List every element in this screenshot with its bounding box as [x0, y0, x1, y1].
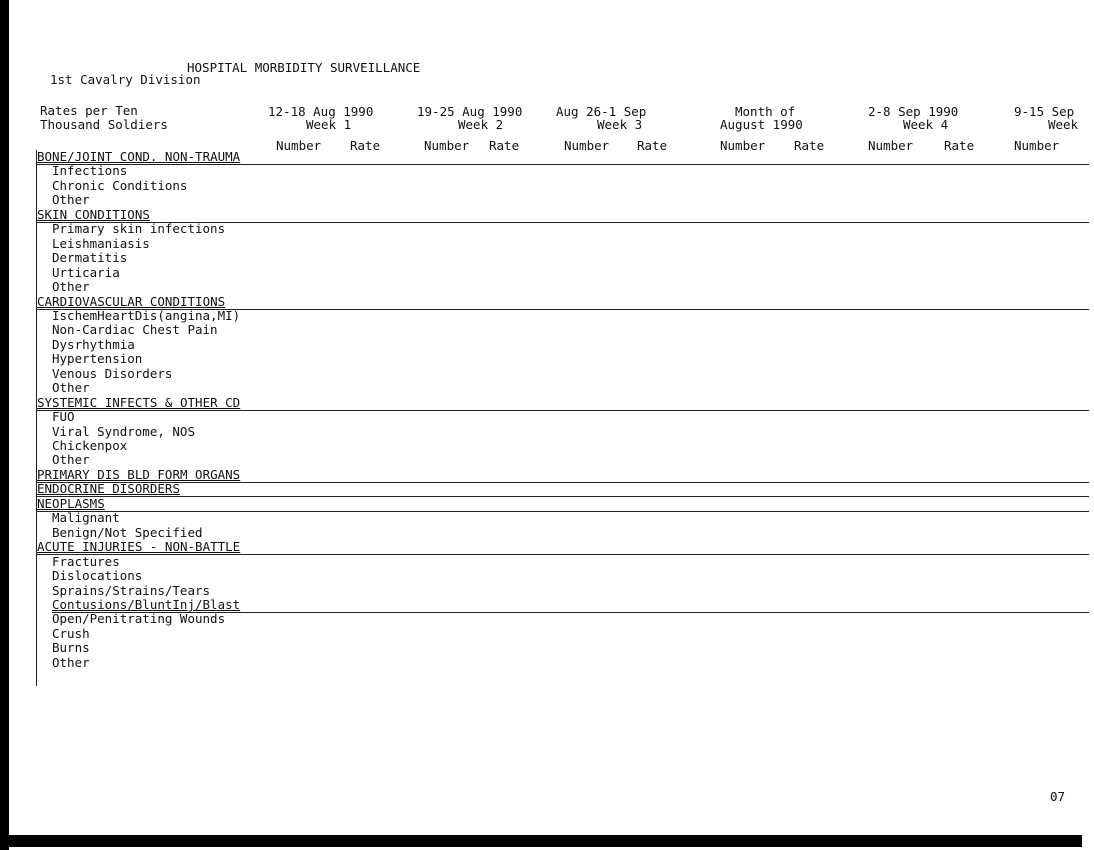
row-label: IschemHeartDis(angina,MI) [52, 308, 241, 323]
row-label: Other [52, 279, 90, 294]
column-week: Week 3 [597, 117, 643, 132]
report-title: HOSPITAL MORBIDITY SURVEILLANCE [187, 60, 421, 75]
row-label: Crush [52, 626, 90, 641]
column-rate-header: Rate [489, 138, 520, 153]
column-number-header: Number [1014, 138, 1060, 153]
row-label: Dermatitis [52, 250, 128, 265]
column-period: Aug 26-1 Sep [556, 104, 647, 119]
column-period: 19-25 Aug 1990 [417, 104, 523, 119]
column-number-header: Number [720, 138, 766, 153]
column-period: 12-18 Aug 1990 [268, 104, 374, 119]
row-divider [37, 511, 1089, 512]
page-bottom-border [0, 835, 1082, 847]
column-number-header: Number [564, 138, 610, 153]
row-label: Venous Disorders [52, 366, 173, 381]
column-rate-header: Rate [794, 138, 825, 153]
category-label: PRIMARY DIS BLD FORM ORGANS [37, 467, 241, 482]
row-label: Malignant [52, 510, 120, 525]
row-label: Leishmaniasis [52, 236, 150, 251]
row-label: Other [52, 380, 90, 395]
rate-label-line-1: Rates per Ten [40, 103, 138, 118]
row-label: Burns [52, 640, 90, 655]
column-period: 2-8 Sep 1990 [868, 104, 959, 119]
category-label: ACUTE INJURIES - NON-BATTLE [37, 539, 241, 554]
column-rate-header: Rate [944, 138, 975, 153]
row-label: FUO [52, 409, 75, 424]
column-number-header: Number [276, 138, 322, 153]
row-label: Primary skin infections [52, 221, 226, 236]
page-left-border [0, 0, 9, 850]
row-label: Benign/Not Specified [52, 525, 203, 540]
row-label: Open/Penitrating Wounds [52, 611, 226, 626]
row-divider [37, 164, 1089, 165]
row-label: Fractures [52, 554, 120, 569]
row-label-left-rule [36, 150, 37, 686]
category-label: NEOPLASMS [37, 496, 105, 511]
unit-name: 1st Cavalry Division [50, 72, 201, 87]
row-label: Chronic Conditions [52, 178, 188, 193]
row-divider [37, 482, 1089, 483]
row-label: Other [52, 452, 90, 467]
row-label: Sprains/Strains/Tears [52, 583, 211, 598]
row-label: Urticaria [52, 265, 120, 280]
row-label: Contusions/BluntInj/Blast [52, 597, 241, 612]
column-week: Week 4 [903, 117, 949, 132]
category-label: SYSTEMIC INFECTS & OTHER CD [37, 395, 241, 410]
page-number: 07 [1050, 789, 1066, 804]
row-label: Infections [52, 163, 128, 178]
row-divider [37, 496, 1089, 497]
column-rate-header: Rate [637, 138, 668, 153]
row-label: Chickenpox [52, 438, 128, 453]
column-week: August 1990 [720, 117, 803, 132]
row-label: Hypertension [52, 351, 143, 366]
row-label: Other [52, 192, 90, 207]
category-label: ENDOCRINE DISORDERS [37, 481, 180, 496]
column-rate-header: Rate [350, 138, 381, 153]
category-label: BONE/JOINT COND. NON-TRAUMA [37, 149, 241, 164]
row-label: Other [52, 655, 90, 670]
row-divider [37, 410, 1089, 411]
rate-label-line-2: Thousand Soldiers [40, 117, 168, 132]
row-label: Non-Cardiac Chest Pain [52, 322, 218, 337]
category-label: CARDIOVASCULAR CONDITIONS [37, 294, 226, 309]
row-label: Dislocations [52, 568, 143, 583]
column-week: Week 2 [458, 117, 504, 132]
column-period: Month of [735, 104, 796, 119]
column-week: Week [1048, 117, 1079, 132]
category-label: SKIN CONDITIONS [37, 207, 150, 222]
row-label: Viral Syndrome, NOS [52, 424, 195, 439]
row-divider [37, 554, 1089, 555]
column-period: 9-15 Sep [1014, 104, 1075, 119]
row-label: Dysrhythmia [52, 337, 135, 352]
column-week: Week 1 [306, 117, 352, 132]
column-number-header: Number [424, 138, 470, 153]
column-number-header: Number [868, 138, 914, 153]
